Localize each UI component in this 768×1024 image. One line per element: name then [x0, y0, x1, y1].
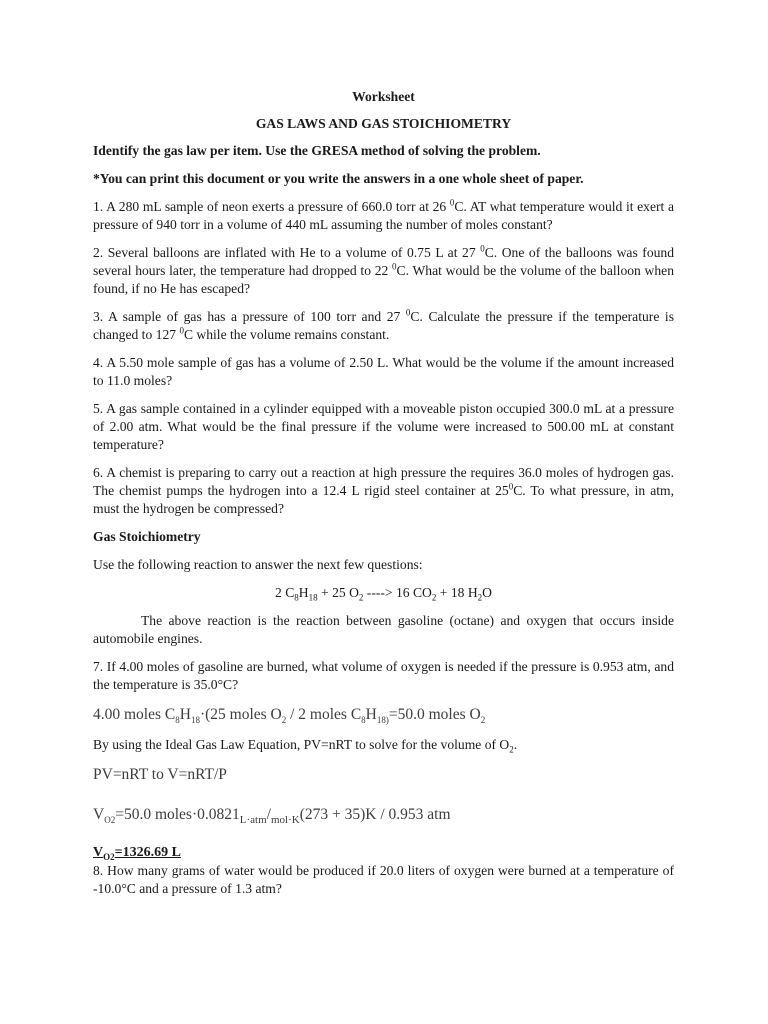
- work-volume-calculation: $V_{O2}=50.0$ $moles\cdot 0.0821_{L\cdot atm}/_{mol\cdot K}(273 + 35)K / 0.953$ atm: [93, 806, 451, 827]
- answer-volume-o2: $V_{O2}=1326.69$ L: [93, 845, 181, 862]
- instruction-1: Identify the gas law per item. Use the GRESA method of solving the problem.: [93, 143, 541, 158]
- question-7: 7. If 4.00 moles of gasoline are burned, what volume of oxygen is needed if the pressure is 0.953 atm, and the temperature is 35.0°C?: [93, 659, 674, 692]
- question-8: 8. How many grams of water would be produced if 20.0 liters of oxygen were burned at a temperature of -10.0°C and a pressure of 1.3 atm?: [93, 863, 674, 896]
- question-6: 6. A chemist is preparing to carry out a reaction at high pressure the requires 36.0 moles of hydrogen gas. The chemist pumps the hydrogen into a 12.4 L rigid steel container at $25^0C$. To what pressure, in atm, must the hydrogen be compressed?: [93, 465, 674, 516]
- stoich-intro: Use the following reaction to answer the next few questions:: [93, 557, 423, 572]
- worksheet-title: Worksheet: [352, 89, 415, 104]
- section-heading-gas-stoichiometry: Gas Stoichiometry: [93, 529, 201, 544]
- worksheet-subtitle: GAS LAWS AND GAS STOICHIOMETRY: [255, 116, 512, 131]
- work-mole-ratio: 4.00 moles $C_8H_{18}\cdot(25$ moles $O_2 / 2$ moles $C_8H_{18)}=50.0$ moles $O_2$: [93, 706, 486, 726]
- question-1: 1. A 280 mL sample of neon exerts a pressure of 660.0 torr at 26 $^0$C. AT what temperature would it exert a pressure of 940 torr in a volume of 440 mL assuming the number of moles constant?: [93, 197, 674, 232]
- question-4: 4. A 5.50 mole sample of gas has a volume of 2.50 L. What would be the volume if the amount increased to 11.0 moles?: [93, 355, 674, 388]
- work-rearranged-equation: PV=nRT to V=nRT/P: [93, 766, 227, 783]
- question-3: 3. A sample of gas has a pressure of 100 torr and 27 $^0$C. Calculate the pressure if the temperature is changed to 127 $^0$C while the volume remains constant.: [93, 307, 674, 342]
- instruction-2: *You can print this document or you write the answers in a one whole sheet of paper.: [93, 171, 584, 186]
- ideal-gas-law-note: By using the Ideal Gas Law Equation, PV=nRT to solve for the volume of $O_2$.: [93, 737, 518, 755]
- question-2: 2. Several balloons are inflated with He to a volume of 0.75 L at 27 $^0$C. One of the balloons was found several hours later, the temperature had dropped to 22 $^0$C. What would be the volume of the balloon when found, if no He has escaped?: [93, 243, 675, 296]
- reaction-equation: 2 $C_8H_{18} + 25$ $O_2$ ----> 16 $CO_2 + 18$ $H_2O$: [275, 585, 492, 603]
- reaction-description: The above reaction is the reaction between gasoline (octane) and oxygen that occurs inside automobile engines.: [93, 613, 674, 646]
- question-5: 5. A gas sample contained in a cylinder equipped with a moveable piston occupied 300.0 mL at a pressure of 2.00 atm. What would be the final pressure if the volume were increased to 500.00 mL at constant temperature?: [93, 401, 674, 452]
